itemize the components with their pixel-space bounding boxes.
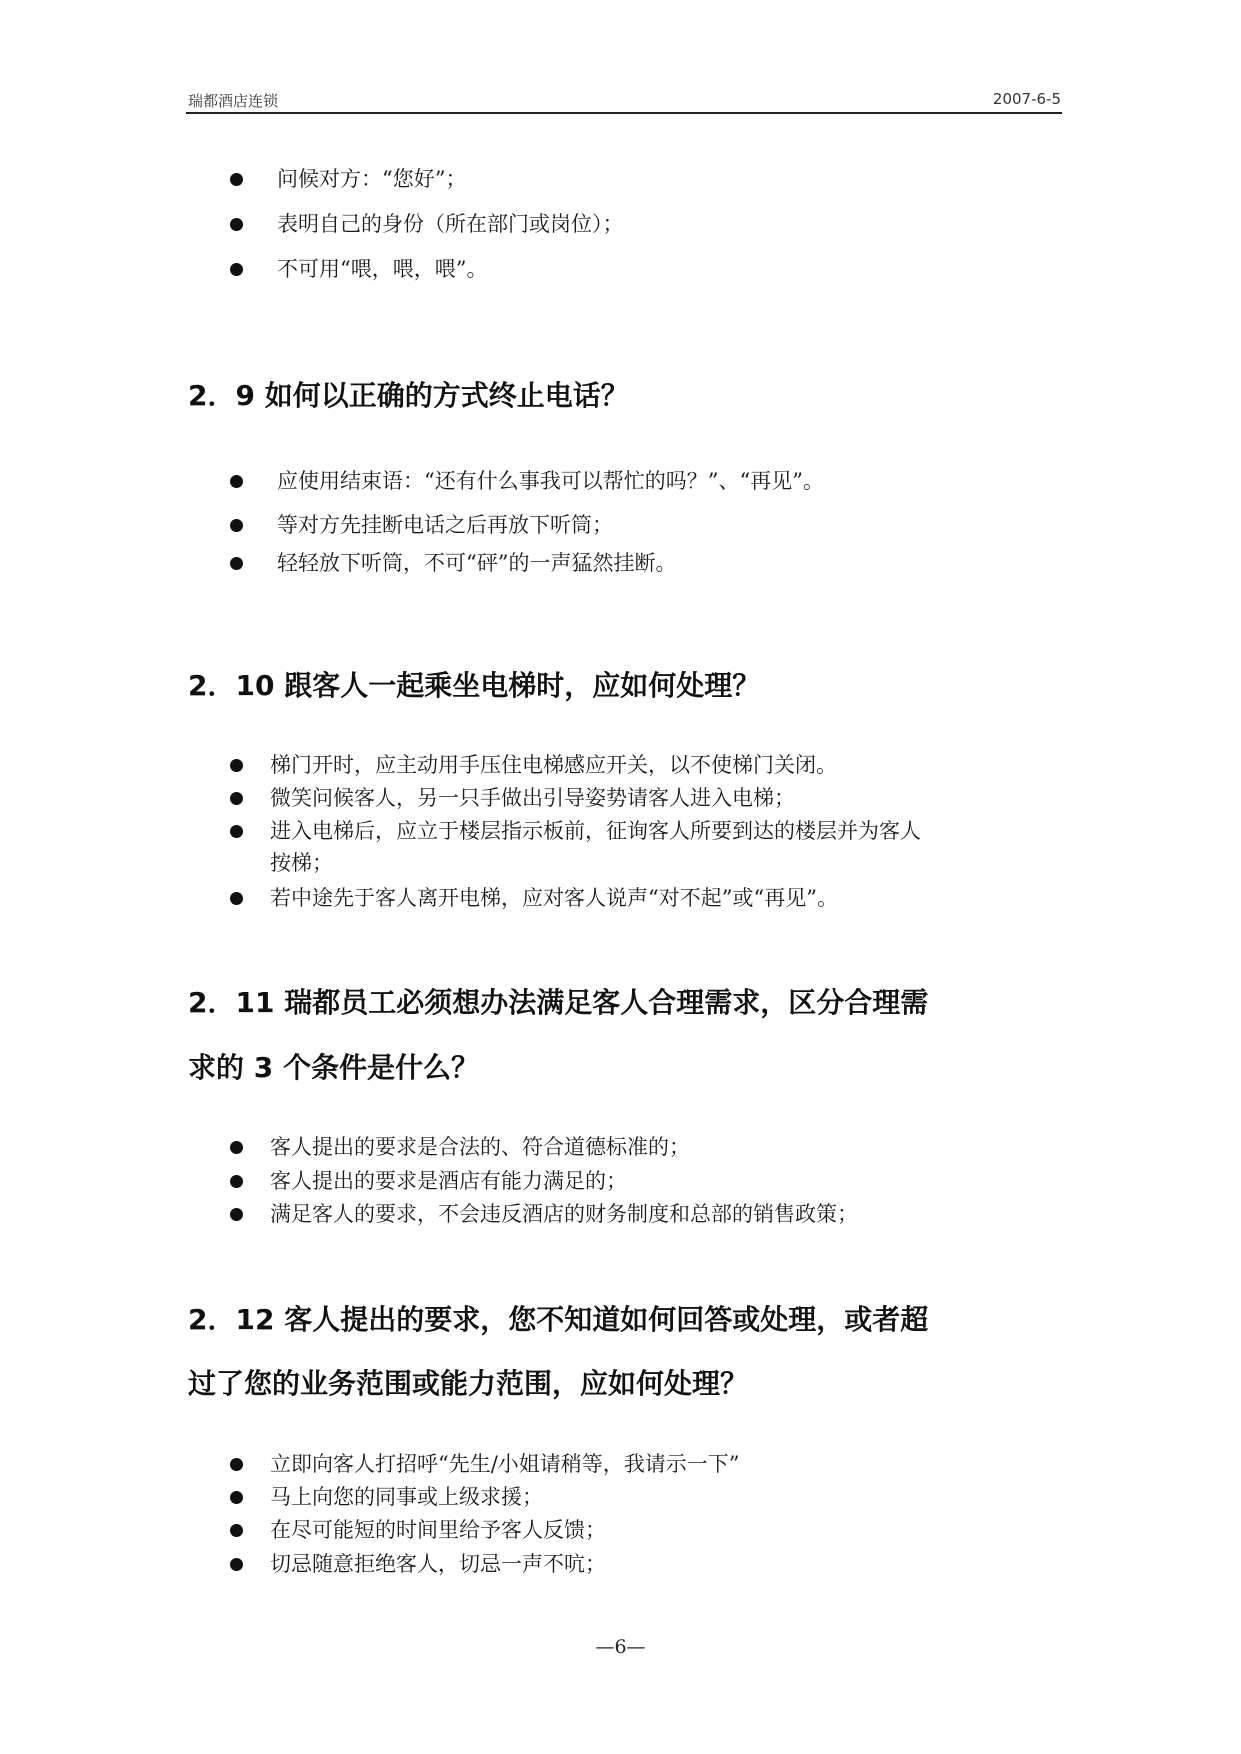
list-item: 在尽可能短的时间里给予客人反馈； bbox=[270, 1518, 606, 1542]
list-item: 立即向客人打招呼“先生/小姐请稍等，我请示一下” bbox=[270, 1452, 740, 1476]
bullet-icon bbox=[230, 892, 243, 905]
header-date: 2007-6-5 bbox=[992, 90, 1061, 108]
header-company: 瑞都酒店连锁 bbox=[188, 92, 279, 110]
list-item: 进入电梯后，应立于楼层指示板前，征询客人所要到达的楼层并为客人 bbox=[270, 819, 921, 843]
list-item: 满足客人的要求，不会违反酒店的财务制度和总部的销售政策； bbox=[270, 1202, 858, 1226]
list-item: 客人提出的要求是酒店有能力满足的； bbox=[270, 1169, 627, 1193]
section-heading-2-11-line2: 求的 3 个条件是什么？ bbox=[188, 1051, 479, 1084]
bullet-icon bbox=[230, 792, 243, 805]
section-heading-2-12-line1: 2．12 客人提出的要求，您不知道如何回答或处理，或者超 bbox=[188, 1303, 929, 1336]
bullet-icon bbox=[230, 218, 243, 231]
list-item: 等对方先挂断电话之后再放下听筒； bbox=[277, 513, 613, 537]
list-item-continuation: 按梯； bbox=[270, 851, 333, 875]
bullet-icon bbox=[230, 557, 243, 570]
bullet-icon bbox=[230, 1558, 243, 1571]
page-number: —6— bbox=[595, 1636, 646, 1658]
list-item: 马上向您的同事或上级求援； bbox=[270, 1485, 543, 1509]
bullet-icon bbox=[230, 475, 243, 488]
bullet-icon bbox=[230, 825, 243, 838]
bullet-icon bbox=[230, 519, 243, 532]
section-heading-2-9: 2．9 如何以正确的方式终止电话？ bbox=[188, 379, 629, 412]
section-heading-2-12-line2: 过了您的业务范围或能力范围，应如何处理？ bbox=[188, 1367, 749, 1400]
list-item: 微笑问候客人，另一只手做出引导姿势请客人进入电梯； bbox=[270, 786, 795, 810]
bullet-icon bbox=[230, 759, 243, 772]
list-item: 应使用结束语：“还有什么事我可以帮忙的吗？”、“再见”。 bbox=[277, 469, 824, 493]
list-item: 切忌随意拒绝客人，切忌一声不吭； bbox=[270, 1552, 606, 1576]
bullet-icon bbox=[230, 1208, 243, 1221]
bullet-icon bbox=[230, 1491, 243, 1504]
bullet-icon bbox=[230, 263, 243, 276]
list-item: 表明自己的身份（所在部门或岗位）； bbox=[277, 212, 624, 236]
bullet-icon bbox=[230, 1175, 243, 1188]
section-heading-2-10: 2．10 跟客人一起乘坐电梯时，应如何处理？ bbox=[188, 669, 761, 702]
list-item: 不可用“喂，喂，喂”。 bbox=[277, 257, 488, 281]
list-item: 若中途先于客人离开电梯，应对客人说声“对不起”或“再见”。 bbox=[270, 886, 838, 910]
bullet-icon bbox=[230, 1141, 243, 1154]
list-item: 梯门开时，应主动用手压住电梯感应开关，以不使梯门关闭。 bbox=[270, 753, 837, 777]
header-divider bbox=[186, 112, 1062, 114]
list-item: 问候对方：“您好”； bbox=[277, 167, 467, 191]
bullet-icon bbox=[230, 173, 243, 186]
list-item: 客人提出的要求是合法的、符合道德标准的； bbox=[270, 1135, 690, 1159]
bullet-icon bbox=[230, 1524, 243, 1537]
section-heading-2-11-line1: 2．11 瑞都员工必须想办法满足客人合理需求，区分合理需 bbox=[188, 986, 929, 1019]
bullet-icon bbox=[230, 1458, 243, 1471]
list-item: 轻轻放下听筒，不可“砰”的一声猛然挂断。 bbox=[277, 551, 677, 575]
